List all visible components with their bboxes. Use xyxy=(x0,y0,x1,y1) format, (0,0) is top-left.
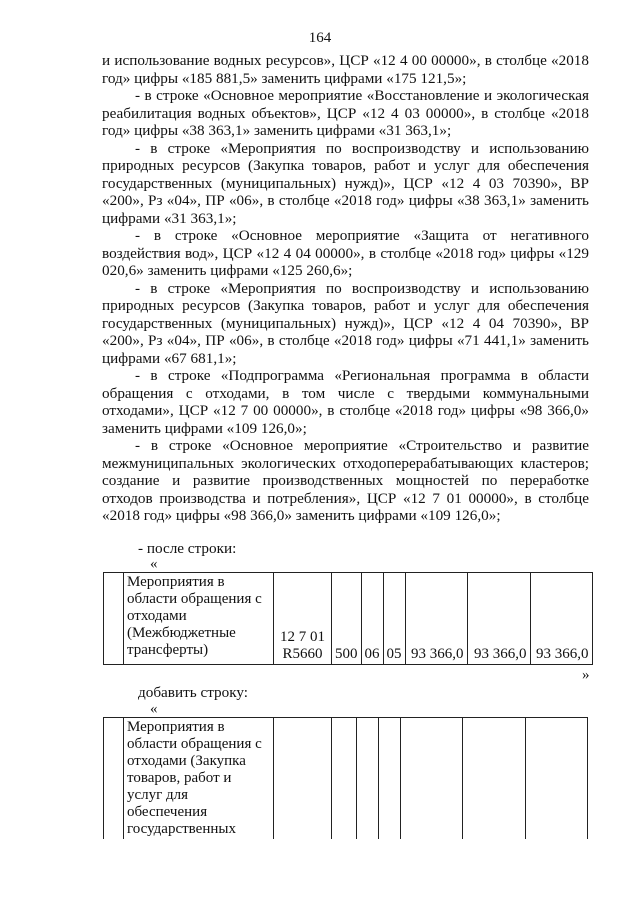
open-quote: « xyxy=(150,556,158,572)
pr-cell: 05 xyxy=(383,573,405,665)
table-row xyxy=(104,718,588,840)
table-cell-empty xyxy=(357,718,379,840)
add-row-label: добавить строку: xyxy=(138,684,248,701)
year-2020-cell: 93 366,0 xyxy=(530,573,592,665)
table-cell-empty xyxy=(526,718,588,840)
table-cell-empty xyxy=(379,718,401,840)
row-name-cell: Мероприятия в области обращения с отходами (Закупка товаров, работ и услуг для обеспечения государственных xyxy=(124,718,274,840)
csr-cell: 12 7 01 R5660 xyxy=(274,573,332,665)
paragraph: - в строке «Основное мероприятие «Строительство и развитие межмуниципальных экологических отходоперерабатывающих кластеров; создание и развитие производственных мощностей по переработке отходов производства и потребления», ЦСР «12 7 01 00000», в столбце «2018 год» цифры «98 366,0» заменить цифрами «109 126,0»; xyxy=(102,437,589,524)
paragraph: - в строке «Мероприятия по воспроизводству и использованию природных ресурсов (Закупка товаров, работ и услуг для обеспечения государственных (муниципальных) нужд)», ЦСР «12 4 03 70390», ВР «200», Рз «04», ПР «06», в столбце «2018 год» цифры «38 363,1» заменить цифрами «31 363,1»; xyxy=(102,139,589,227)
open-quote: « xyxy=(150,701,158,717)
body-text xyxy=(102,52,589,525)
page-number: 164 xyxy=(308,30,332,46)
paragraph: - в строке «Мероприятия по воспроизводству и использованию природных ресурсов (Закупка товаров, работ и услуг для обеспечения государственных (муниципальных) нужд)», ЦСР «12 4 04 70390», ВР «200», Рз «04», ПР «06», в столбце «2018 год» цифры «71 441,1» заменить цифрами «67 681,1»; xyxy=(102,279,589,367)
row-name-cell: Мероприятия в области обращения с отходами (Межбюджетные трансферты) xyxy=(124,573,274,665)
budget-table-row-existing xyxy=(103,572,593,665)
paragraph: - в строке «Подпрограмма «Региональная программа в области обращения с отходами, в том числе с твердыми коммунальными отходами», ЦСР «12 7 00 00000», в столбце «2018 год» цифры «98 366,0» заменить цифрами «109 126,0»; xyxy=(102,367,589,437)
table-cell-empty xyxy=(332,718,357,840)
year-2018-cell: 93 366,0 xyxy=(405,573,467,665)
table-row xyxy=(104,573,593,665)
close-quote: » xyxy=(582,667,590,683)
table-cell-empty xyxy=(401,718,463,840)
paragraph: - в строке «Основное мероприятие «Восстановление и экологическая реабилитация водных объектов», ЦСР «12 4 03 00000», в столбце «2018 год» цифры «38 363,1» заменить цифрами «31 363,1»; xyxy=(102,87,589,139)
budget-table-row-new xyxy=(103,717,588,839)
table-cell-empty xyxy=(104,573,124,665)
vr-cell: 500 xyxy=(332,573,362,665)
year-2019-cell: 93 366,0 xyxy=(467,573,530,665)
table-cell-empty xyxy=(274,718,332,840)
paragraph: и использование водных ресурсов», ЦСР «12 4 00 00000», в столбце «2018 год» цифры «185 881,5» заменить цифрами «175 121,5»; xyxy=(102,52,589,87)
table-cell-empty xyxy=(463,718,526,840)
paragraph: - в строке «Основное мероприятие «Защита от негативного воздействия вод», ЦСР «12 4 04 00000», в столбце «2018 год» цифры «129 020,6» заменить цифрами «125 260,6»; xyxy=(102,227,589,279)
table-cell-empty xyxy=(104,718,124,840)
after-row-label: - после строки: xyxy=(138,540,237,557)
rz-cell: 06 xyxy=(361,573,383,665)
